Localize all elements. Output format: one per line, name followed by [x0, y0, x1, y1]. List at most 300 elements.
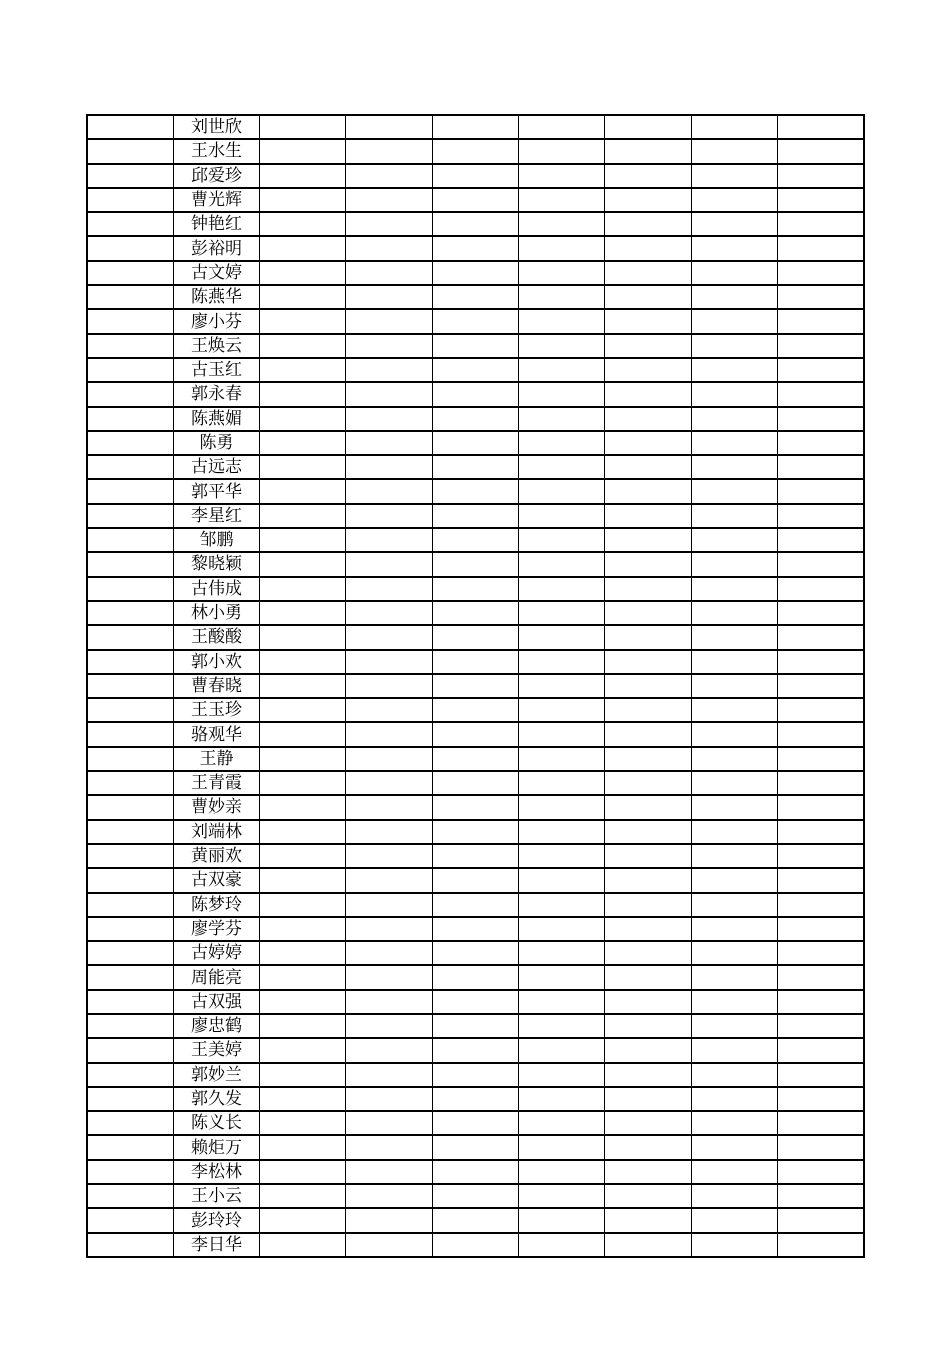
- empty-cell: [346, 504, 432, 528]
- empty-cell: [87, 164, 173, 188]
- empty-cell: [778, 1038, 864, 1062]
- empty-cell: [87, 1087, 173, 1111]
- empty-cell: [432, 285, 518, 309]
- empty-cell: [605, 407, 691, 431]
- table-row: [87, 1160, 864, 1184]
- empty-cell: [778, 1014, 864, 1038]
- empty-cell: [691, 577, 777, 601]
- table-row: [87, 431, 864, 455]
- name-cell: 王水生: [173, 139, 259, 163]
- empty-cell: [519, 528, 605, 552]
- empty-cell: [691, 820, 777, 844]
- empty-cell: [605, 674, 691, 698]
- empty-cell: [432, 139, 518, 163]
- empty-cell: [778, 358, 864, 382]
- table-row: [87, 917, 864, 941]
- name-cell: 王美婷: [173, 1038, 259, 1062]
- empty-cell: [346, 236, 432, 260]
- empty-cell: [346, 965, 432, 989]
- empty-cell: [691, 625, 777, 649]
- empty-cell: [87, 455, 173, 479]
- empty-cell: [260, 941, 346, 965]
- empty-cell: [260, 261, 346, 285]
- empty-cell: [346, 528, 432, 552]
- name-cell: 钟艳红: [173, 212, 259, 236]
- empty-cell: [346, 1038, 432, 1062]
- empty-cell: [778, 625, 864, 649]
- empty-cell: [87, 1160, 173, 1184]
- empty-cell: [778, 188, 864, 212]
- empty-cell: [605, 479, 691, 503]
- empty-cell: [691, 990, 777, 1014]
- empty-cell: [519, 1111, 605, 1135]
- empty-cell: [778, 1111, 864, 1135]
- empty-cell: [87, 990, 173, 1014]
- empty-cell: [691, 407, 777, 431]
- name-cell: 郭平华: [173, 479, 259, 503]
- table-row: [87, 212, 864, 236]
- empty-cell: [778, 431, 864, 455]
- empty-cell: [519, 552, 605, 576]
- empty-cell: [605, 1233, 691, 1257]
- empty-cell: [605, 334, 691, 358]
- table-row: [87, 309, 864, 333]
- empty-cell: [260, 188, 346, 212]
- empty-cell: [778, 1233, 864, 1257]
- empty-cell: [519, 577, 605, 601]
- empty-cell: [691, 1135, 777, 1159]
- empty-cell: [87, 407, 173, 431]
- empty-cell: [346, 1233, 432, 1257]
- empty-cell: [691, 188, 777, 212]
- empty-cell: [691, 212, 777, 236]
- empty-cell: [87, 552, 173, 576]
- name-cell: 古伟成: [173, 577, 259, 601]
- table-row: [87, 164, 864, 188]
- empty-cell: [778, 212, 864, 236]
- empty-cell: [432, 188, 518, 212]
- empty-cell: [432, 479, 518, 503]
- empty-cell: [778, 795, 864, 819]
- name-cell: 曹春晓: [173, 674, 259, 698]
- empty-cell: [260, 309, 346, 333]
- empty-cell: [605, 650, 691, 674]
- empty-cell: [605, 1063, 691, 1087]
- empty-cell: [519, 965, 605, 989]
- table-row: [87, 1087, 864, 1111]
- empty-cell: [346, 577, 432, 601]
- empty-cell: [260, 407, 346, 431]
- name-cell: 陈义长: [173, 1111, 259, 1135]
- empty-cell: [346, 771, 432, 795]
- empty-cell: [346, 625, 432, 649]
- empty-cell: [432, 698, 518, 722]
- table-row: [87, 358, 864, 382]
- empty-cell: [778, 965, 864, 989]
- empty-cell: [432, 1038, 518, 1062]
- empty-cell: [260, 552, 346, 576]
- empty-cell: [519, 1038, 605, 1062]
- empty-cell: [87, 1063, 173, 1087]
- empty-cell: [691, 795, 777, 819]
- empty-cell: [432, 528, 518, 552]
- empty-cell: [87, 1135, 173, 1159]
- name-cell: 古婷婷: [173, 941, 259, 965]
- empty-cell: [605, 309, 691, 333]
- empty-cell: [260, 1014, 346, 1038]
- empty-cell: [691, 722, 777, 746]
- empty-cell: [605, 1160, 691, 1184]
- empty-cell: [605, 358, 691, 382]
- empty-cell: [691, 1233, 777, 1257]
- empty-cell: [605, 990, 691, 1014]
- empty-cell: [778, 1208, 864, 1232]
- table-row: [87, 1208, 864, 1232]
- empty-cell: [260, 747, 346, 771]
- empty-cell: [87, 1111, 173, 1135]
- table-row: [87, 747, 864, 771]
- empty-cell: [346, 212, 432, 236]
- empty-cell: [691, 601, 777, 625]
- empty-cell: [778, 941, 864, 965]
- empty-cell: [519, 309, 605, 333]
- empty-cell: [605, 528, 691, 552]
- empty-cell: [691, 309, 777, 333]
- empty-cell: [87, 577, 173, 601]
- empty-cell: [778, 771, 864, 795]
- empty-cell: [691, 382, 777, 406]
- empty-cell: [260, 1135, 346, 1159]
- empty-cell: [778, 820, 864, 844]
- empty-cell: [605, 455, 691, 479]
- name-cell: 廖小芬: [173, 309, 259, 333]
- table-row: [87, 844, 864, 868]
- empty-cell: [87, 941, 173, 965]
- empty-cell: [346, 285, 432, 309]
- empty-cell: [432, 893, 518, 917]
- roster-body: [87, 115, 864, 1257]
- empty-cell: [691, 650, 777, 674]
- name-cell: 郭妙兰: [173, 1063, 259, 1087]
- empty-cell: [87, 893, 173, 917]
- empty-cell: [260, 844, 346, 868]
- empty-cell: [346, 164, 432, 188]
- table-row: [87, 236, 864, 260]
- empty-cell: [778, 552, 864, 576]
- name-cell: 郭久发: [173, 1087, 259, 1111]
- empty-cell: [691, 868, 777, 892]
- empty-cell: [260, 455, 346, 479]
- name-cell: 曹光辉: [173, 188, 259, 212]
- table-row: [87, 674, 864, 698]
- empty-cell: [87, 771, 173, 795]
- empty-cell: [605, 820, 691, 844]
- empty-cell: [87, 139, 173, 163]
- empty-cell: [605, 965, 691, 989]
- empty-cell: [778, 868, 864, 892]
- empty-cell: [87, 212, 173, 236]
- empty-cell: [432, 941, 518, 965]
- empty-cell: [605, 941, 691, 965]
- empty-cell: [260, 990, 346, 1014]
- table-row: [87, 698, 864, 722]
- empty-cell: [519, 820, 605, 844]
- empty-cell: [432, 261, 518, 285]
- empty-cell: [605, 1184, 691, 1208]
- table-row: [87, 1111, 864, 1135]
- table-row: [87, 479, 864, 503]
- empty-cell: [519, 407, 605, 431]
- empty-cell: [346, 358, 432, 382]
- empty-cell: [260, 382, 346, 406]
- name-cell: 古玉红: [173, 358, 259, 382]
- table-row: [87, 1184, 864, 1208]
- empty-cell: [260, 917, 346, 941]
- empty-cell: [260, 139, 346, 163]
- name-cell: 王小云: [173, 1184, 259, 1208]
- empty-cell: [432, 1063, 518, 1087]
- empty-cell: [691, 504, 777, 528]
- empty-cell: [260, 601, 346, 625]
- name-cell: 古双强: [173, 990, 259, 1014]
- empty-cell: [605, 115, 691, 139]
- empty-cell: [778, 674, 864, 698]
- empty-cell: [691, 139, 777, 163]
- empty-cell: [87, 747, 173, 771]
- empty-cell: [519, 431, 605, 455]
- empty-cell: [432, 1184, 518, 1208]
- empty-cell: [605, 771, 691, 795]
- empty-cell: [87, 601, 173, 625]
- empty-cell: [432, 868, 518, 892]
- empty-cell: [87, 236, 173, 260]
- empty-cell: [346, 139, 432, 163]
- empty-cell: [346, 1087, 432, 1111]
- empty-cell: [691, 431, 777, 455]
- empty-cell: [346, 455, 432, 479]
- empty-cell: [519, 868, 605, 892]
- empty-cell: [778, 236, 864, 260]
- empty-cell: [346, 1063, 432, 1087]
- empty-cell: [87, 358, 173, 382]
- empty-cell: [519, 1063, 605, 1087]
- empty-cell: [519, 771, 605, 795]
- empty-cell: [260, 1087, 346, 1111]
- empty-cell: [87, 115, 173, 139]
- empty-cell: [519, 504, 605, 528]
- name-cell: 王青霞: [173, 771, 259, 795]
- empty-cell: [432, 917, 518, 941]
- empty-cell: [260, 674, 346, 698]
- table-row: [87, 820, 864, 844]
- empty-cell: [87, 285, 173, 309]
- empty-cell: [691, 1063, 777, 1087]
- empty-cell: [605, 236, 691, 260]
- table-row: [87, 504, 864, 528]
- empty-cell: [605, 431, 691, 455]
- table-row: [87, 382, 864, 406]
- empty-cell: [346, 917, 432, 941]
- empty-cell: [519, 212, 605, 236]
- empty-cell: [260, 1063, 346, 1087]
- empty-cell: [260, 1233, 346, 1257]
- empty-cell: [260, 1184, 346, 1208]
- empty-cell: [260, 1038, 346, 1062]
- name-cell: 古文婷: [173, 261, 259, 285]
- empty-cell: [260, 577, 346, 601]
- empty-cell: [346, 334, 432, 358]
- empty-cell: [778, 407, 864, 431]
- empty-cell: [346, 650, 432, 674]
- table-row: [87, 407, 864, 431]
- empty-cell: [605, 552, 691, 576]
- name-cell: 陈燕华: [173, 285, 259, 309]
- empty-cell: [87, 795, 173, 819]
- empty-cell: [605, 1135, 691, 1159]
- empty-cell: [691, 334, 777, 358]
- empty-cell: [519, 917, 605, 941]
- empty-cell: [260, 285, 346, 309]
- empty-cell: [260, 212, 346, 236]
- table-row: [87, 528, 864, 552]
- empty-cell: [87, 698, 173, 722]
- empty-cell: [432, 1208, 518, 1232]
- empty-cell: [346, 868, 432, 892]
- empty-cell: [432, 334, 518, 358]
- empty-cell: [87, 917, 173, 941]
- empty-cell: [691, 844, 777, 868]
- empty-cell: [260, 965, 346, 989]
- empty-cell: [778, 844, 864, 868]
- empty-cell: [605, 577, 691, 601]
- empty-cell: [260, 236, 346, 260]
- empty-cell: [346, 1135, 432, 1159]
- name-cell: 李日华: [173, 1233, 259, 1257]
- empty-cell: [432, 625, 518, 649]
- empty-cell: [432, 601, 518, 625]
- empty-cell: [519, 261, 605, 285]
- empty-cell: [346, 552, 432, 576]
- empty-cell: [87, 722, 173, 746]
- empty-cell: [346, 431, 432, 455]
- empty-cell: [778, 164, 864, 188]
- empty-cell: [605, 917, 691, 941]
- empty-cell: [346, 820, 432, 844]
- empty-cell: [432, 431, 518, 455]
- name-cell: 邱爱珍: [173, 164, 259, 188]
- empty-cell: [432, 504, 518, 528]
- table-row: [87, 722, 864, 746]
- empty-cell: [519, 115, 605, 139]
- empty-cell: [778, 115, 864, 139]
- empty-cell: [605, 504, 691, 528]
- empty-cell: [691, 893, 777, 917]
- name-cell: 彭玲玲: [173, 1208, 259, 1232]
- table-row: [87, 1233, 864, 1257]
- empty-cell: [346, 941, 432, 965]
- empty-cell: [260, 358, 346, 382]
- empty-cell: [605, 285, 691, 309]
- empty-cell: [519, 990, 605, 1014]
- empty-cell: [260, 722, 346, 746]
- empty-cell: [778, 382, 864, 406]
- empty-cell: [346, 601, 432, 625]
- empty-cell: [87, 868, 173, 892]
- empty-cell: [432, 455, 518, 479]
- empty-cell: [432, 747, 518, 771]
- empty-cell: [605, 261, 691, 285]
- empty-cell: [605, 382, 691, 406]
- empty-cell: [519, 674, 605, 698]
- empty-cell: [519, 139, 605, 163]
- empty-cell: [260, 820, 346, 844]
- empty-cell: [605, 1038, 691, 1062]
- name-cell: 陈梦玲: [173, 893, 259, 917]
- empty-cell: [778, 747, 864, 771]
- empty-cell: [519, 236, 605, 260]
- name-cell: 李星红: [173, 504, 259, 528]
- empty-cell: [346, 1208, 432, 1232]
- table-row: [87, 1038, 864, 1062]
- empty-cell: [778, 455, 864, 479]
- table-row: [87, 990, 864, 1014]
- table-row: [87, 552, 864, 576]
- empty-cell: [519, 1087, 605, 1111]
- table-row: [87, 455, 864, 479]
- empty-cell: [691, 358, 777, 382]
- empty-cell: [260, 504, 346, 528]
- empty-cell: [519, 844, 605, 868]
- empty-cell: [691, 1014, 777, 1038]
- name-cell: 王酸酸: [173, 625, 259, 649]
- empty-cell: [778, 139, 864, 163]
- table-row: [87, 115, 864, 139]
- empty-cell: [778, 261, 864, 285]
- empty-cell: [260, 771, 346, 795]
- empty-cell: [432, 722, 518, 746]
- empty-cell: [691, 261, 777, 285]
- empty-cell: [605, 601, 691, 625]
- empty-cell: [605, 698, 691, 722]
- name-cell: 郭永春: [173, 382, 259, 406]
- empty-cell: [432, 115, 518, 139]
- table-row: [87, 285, 864, 309]
- empty-cell: [778, 504, 864, 528]
- empty-cell: [87, 528, 173, 552]
- empty-cell: [778, 698, 864, 722]
- table-row: [87, 334, 864, 358]
- empty-cell: [346, 698, 432, 722]
- empty-cell: [519, 1184, 605, 1208]
- empty-cell: [432, 1135, 518, 1159]
- empty-cell: [519, 1160, 605, 1184]
- empty-cell: [260, 1111, 346, 1135]
- empty-cell: [519, 601, 605, 625]
- name-cell: 彭裕明: [173, 236, 259, 260]
- empty-cell: [519, 747, 605, 771]
- empty-cell: [432, 990, 518, 1014]
- table-row: [87, 771, 864, 795]
- empty-cell: [605, 188, 691, 212]
- empty-cell: [691, 528, 777, 552]
- name-cell: 廖学芬: [173, 917, 259, 941]
- empty-cell: [605, 893, 691, 917]
- empty-cell: [778, 309, 864, 333]
- table-row: [87, 1135, 864, 1159]
- empty-cell: [432, 1111, 518, 1135]
- empty-cell: [519, 1233, 605, 1257]
- empty-cell: [519, 698, 605, 722]
